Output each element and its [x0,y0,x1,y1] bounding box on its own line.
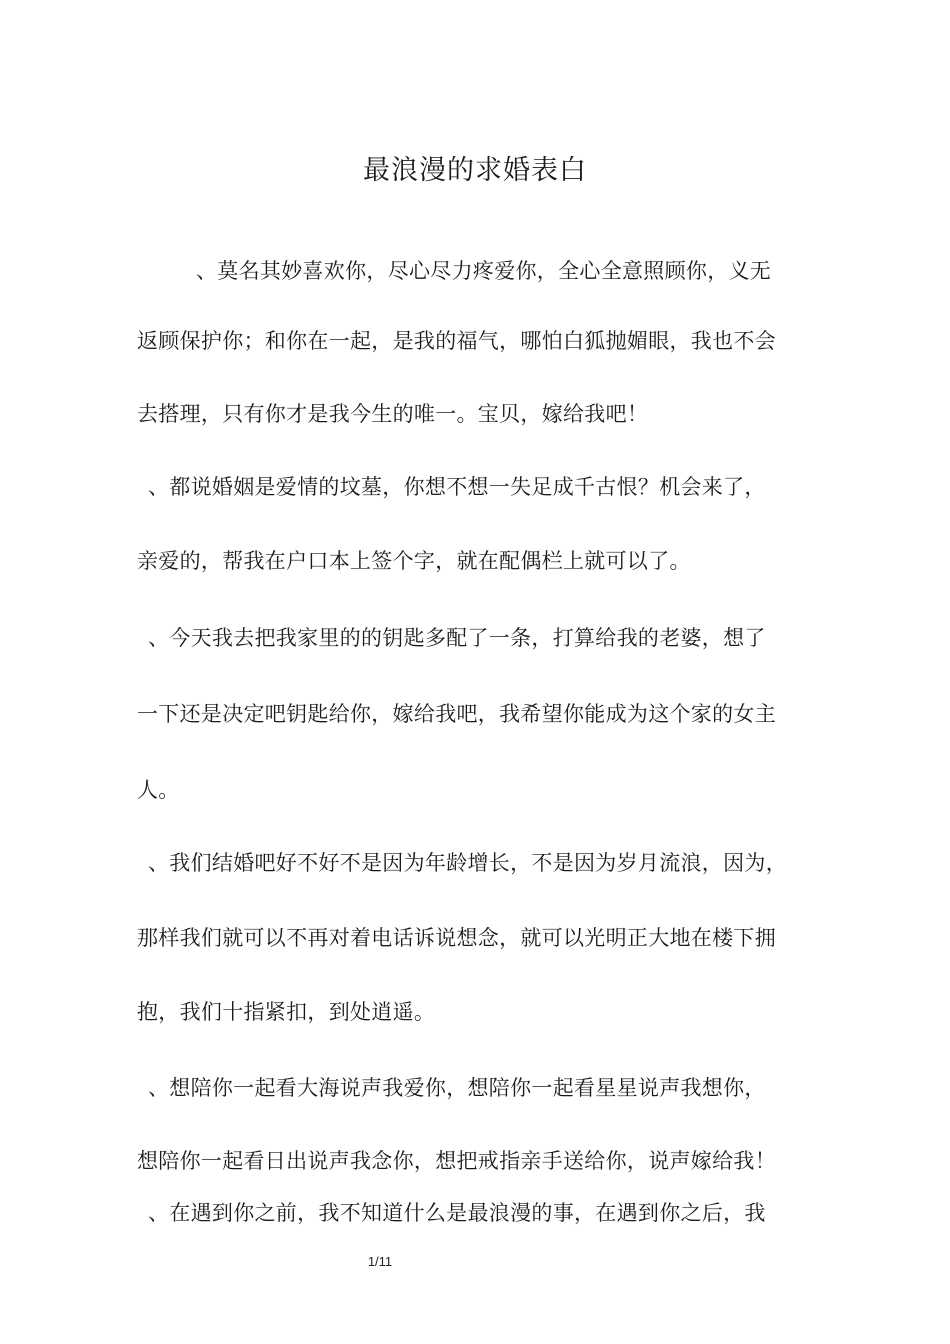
paragraph-6-line-1: 、在遇到你之前，我不知道什么是最浪漫的事，在遇到你之后，我 [148,1201,766,1225]
paragraph-5-line-1: 、想陪你一起看大海说声我爱你，想陪你一起看星星说声我想你， [148,1076,766,1100]
paragraph-5-line-2: 想陪你一起看日出说声我念你，想把戒指亲手送给你，说声嫁给我！ [137,1149,776,1173]
paragraph-2-line-2: 亲爱的，帮我在户口本上签个字，就在配偶栏上就可以了。 [137,549,691,573]
page-number: 1/11 [367,1254,393,1269]
paragraph-4-line-2: 那样我们就可以不再对着电话诉说想念，就可以光明正大地在楼下拥 [137,926,776,950]
paragraph-4-line-1: 、我们结婚吧好不好不是因为年龄增长，不是因为岁月流浪，因为， [148,851,787,875]
paragraph-1-line-2: 返顾保护你；和你在一起，是我的福气，哪怕白狐抛媚眼，我也不会 [137,329,776,353]
paragraph-3-line-3: 人。 [137,778,180,802]
paragraph-1-line-3: 去搭理，只有你才是我今生的唯一。宝贝，嫁给我吧！ [137,402,649,426]
paragraph-2-line-1: 、都说婚姻是爱情的坟墓，你想不想一失足成千古恨？机会来了， [148,475,766,499]
paragraph-3-line-2: 一下还是决定吧钥匙给你，嫁给我吧，我希望你能成为这个家的女主 [137,702,776,726]
document-title: 最浪漫的求婚表白 [363,155,587,186]
paragraph-3-line-1: 、今天我去把我家里的的钥匙多配了一条，打算给我的老婆，想了 [148,626,766,650]
paragraph-4-line-3: 抱，我们十指紧扣，到处逍遥。 [137,1000,436,1024]
paragraph-1-line-1: 、莫名其妙喜欢你，尽心尽力疼爱你，全心全意照顾你，义无 [196,259,772,283]
